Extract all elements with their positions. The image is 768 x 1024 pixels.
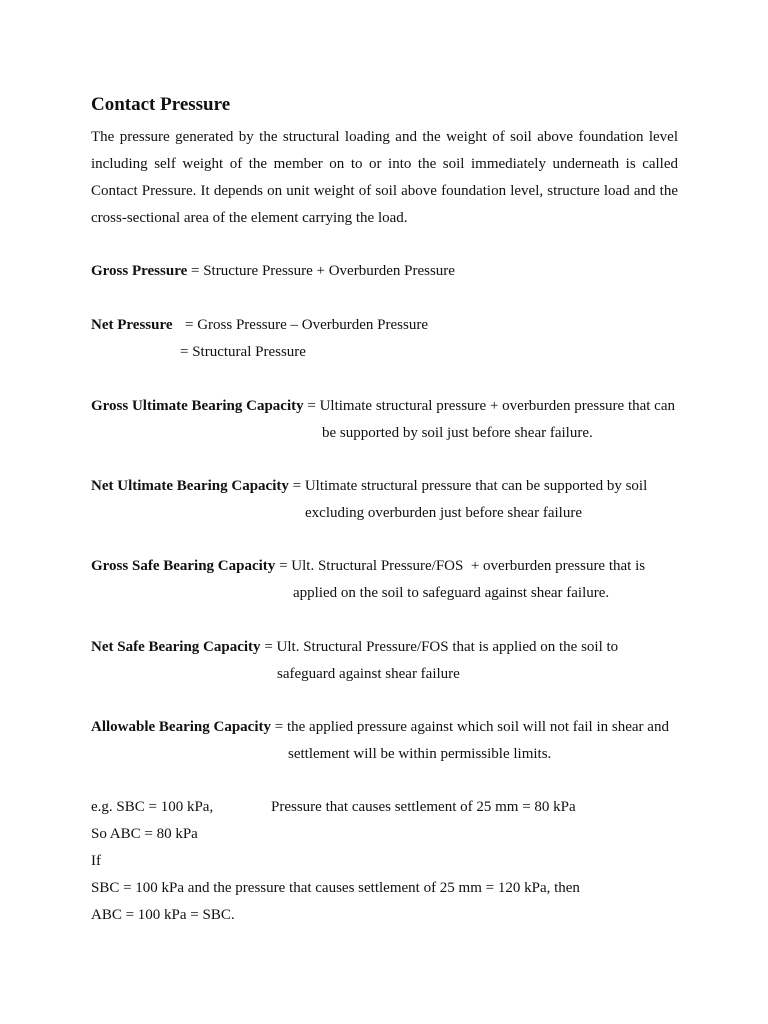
net-safe-term: Net Safe Bearing Capacity [91, 639, 261, 655]
net-ultimate-term: Net Ultimate Bearing Capacity [91, 478, 289, 494]
net-ultimate-line2: excluding overburden just before shear failure [305, 505, 582, 521]
gross-pressure-definition [91, 261, 455, 281]
gross-pressure-term: Gross Pressure [91, 263, 188, 279]
gross-pressure-text: = Structure Pressure + Overburden Pressure [187, 263, 455, 279]
net-pressure-term: Net Pressure [91, 317, 173, 333]
gross-safe-line2: applied on the soil to safeguard against shear failure. [293, 585, 610, 601]
example-line5: ABC = 100 kPa = SBC. [91, 907, 235, 923]
gross-ultimate-line2: be supported by soil just before shear failure. [322, 425, 593, 441]
example-line2: So ABC = 80 kPa [91, 826, 198, 842]
example-line1-left: e.g. SBC = 100 kPa, [91, 799, 214, 815]
net-pressure-line1: = Gross Pressure – Overburden Pressure [185, 317, 428, 333]
allowable-line2: settlement will be within permissible limits. [288, 746, 552, 762]
gross-safe-text: = Ult. Structural Pressure/FOS + overburden pressure that is [275, 558, 646, 574]
net-pressure-line2: = Structural Pressure [180, 344, 306, 360]
net-safe-line2: safeguard against shear failure [277, 666, 460, 682]
net-safe-definition [91, 637, 618, 657]
page-title: Contact Pressure [91, 94, 231, 115]
net-ultimate-text: = Ultimate structural pressure that can be supported by soil [288, 478, 648, 494]
gross-ultimate-text: = Ultimate structural pressure + overburden pressure that can [303, 398, 675, 414]
example-line3: If [91, 853, 101, 869]
intro-paragraph: The pressure generated by the structural loading and the weight of soil above foundation level including self weight of the member on to or into the soil immediately underneath is called Contact Pressure. It depends on unit weight of soil above foundation level, structure load and the cross-sectional area of the element carrying the load. [91, 129, 678, 226]
gross-ultimate-definition [91, 396, 675, 416]
allowable-term: Allowable Bearing Capacity [91, 719, 271, 735]
net-ultimate-definition [91, 476, 647, 496]
net-pressure-definition [91, 315, 173, 335]
allowable-definition [91, 717, 669, 737]
gross-ultimate-term: Gross Ultimate Bearing Capacity [91, 398, 304, 414]
allowable-text: = the applied pressure against which soil will not fail in shear and [271, 719, 669, 735]
net-safe-text: = Ult. Structural Pressure/FOS that is applied on the soil to [260, 639, 619, 655]
example-line4: SBC = 100 kPa and the pressure that causes settlement of 25 mm = 120 kPa, then [91, 880, 580, 896]
example-line1-right: Pressure that causes settlement of 25 mm = 80 kPa [271, 799, 576, 815]
gross-safe-term: Gross Safe Bearing Capacity [91, 558, 276, 574]
gross-safe-definition [91, 556, 645, 576]
